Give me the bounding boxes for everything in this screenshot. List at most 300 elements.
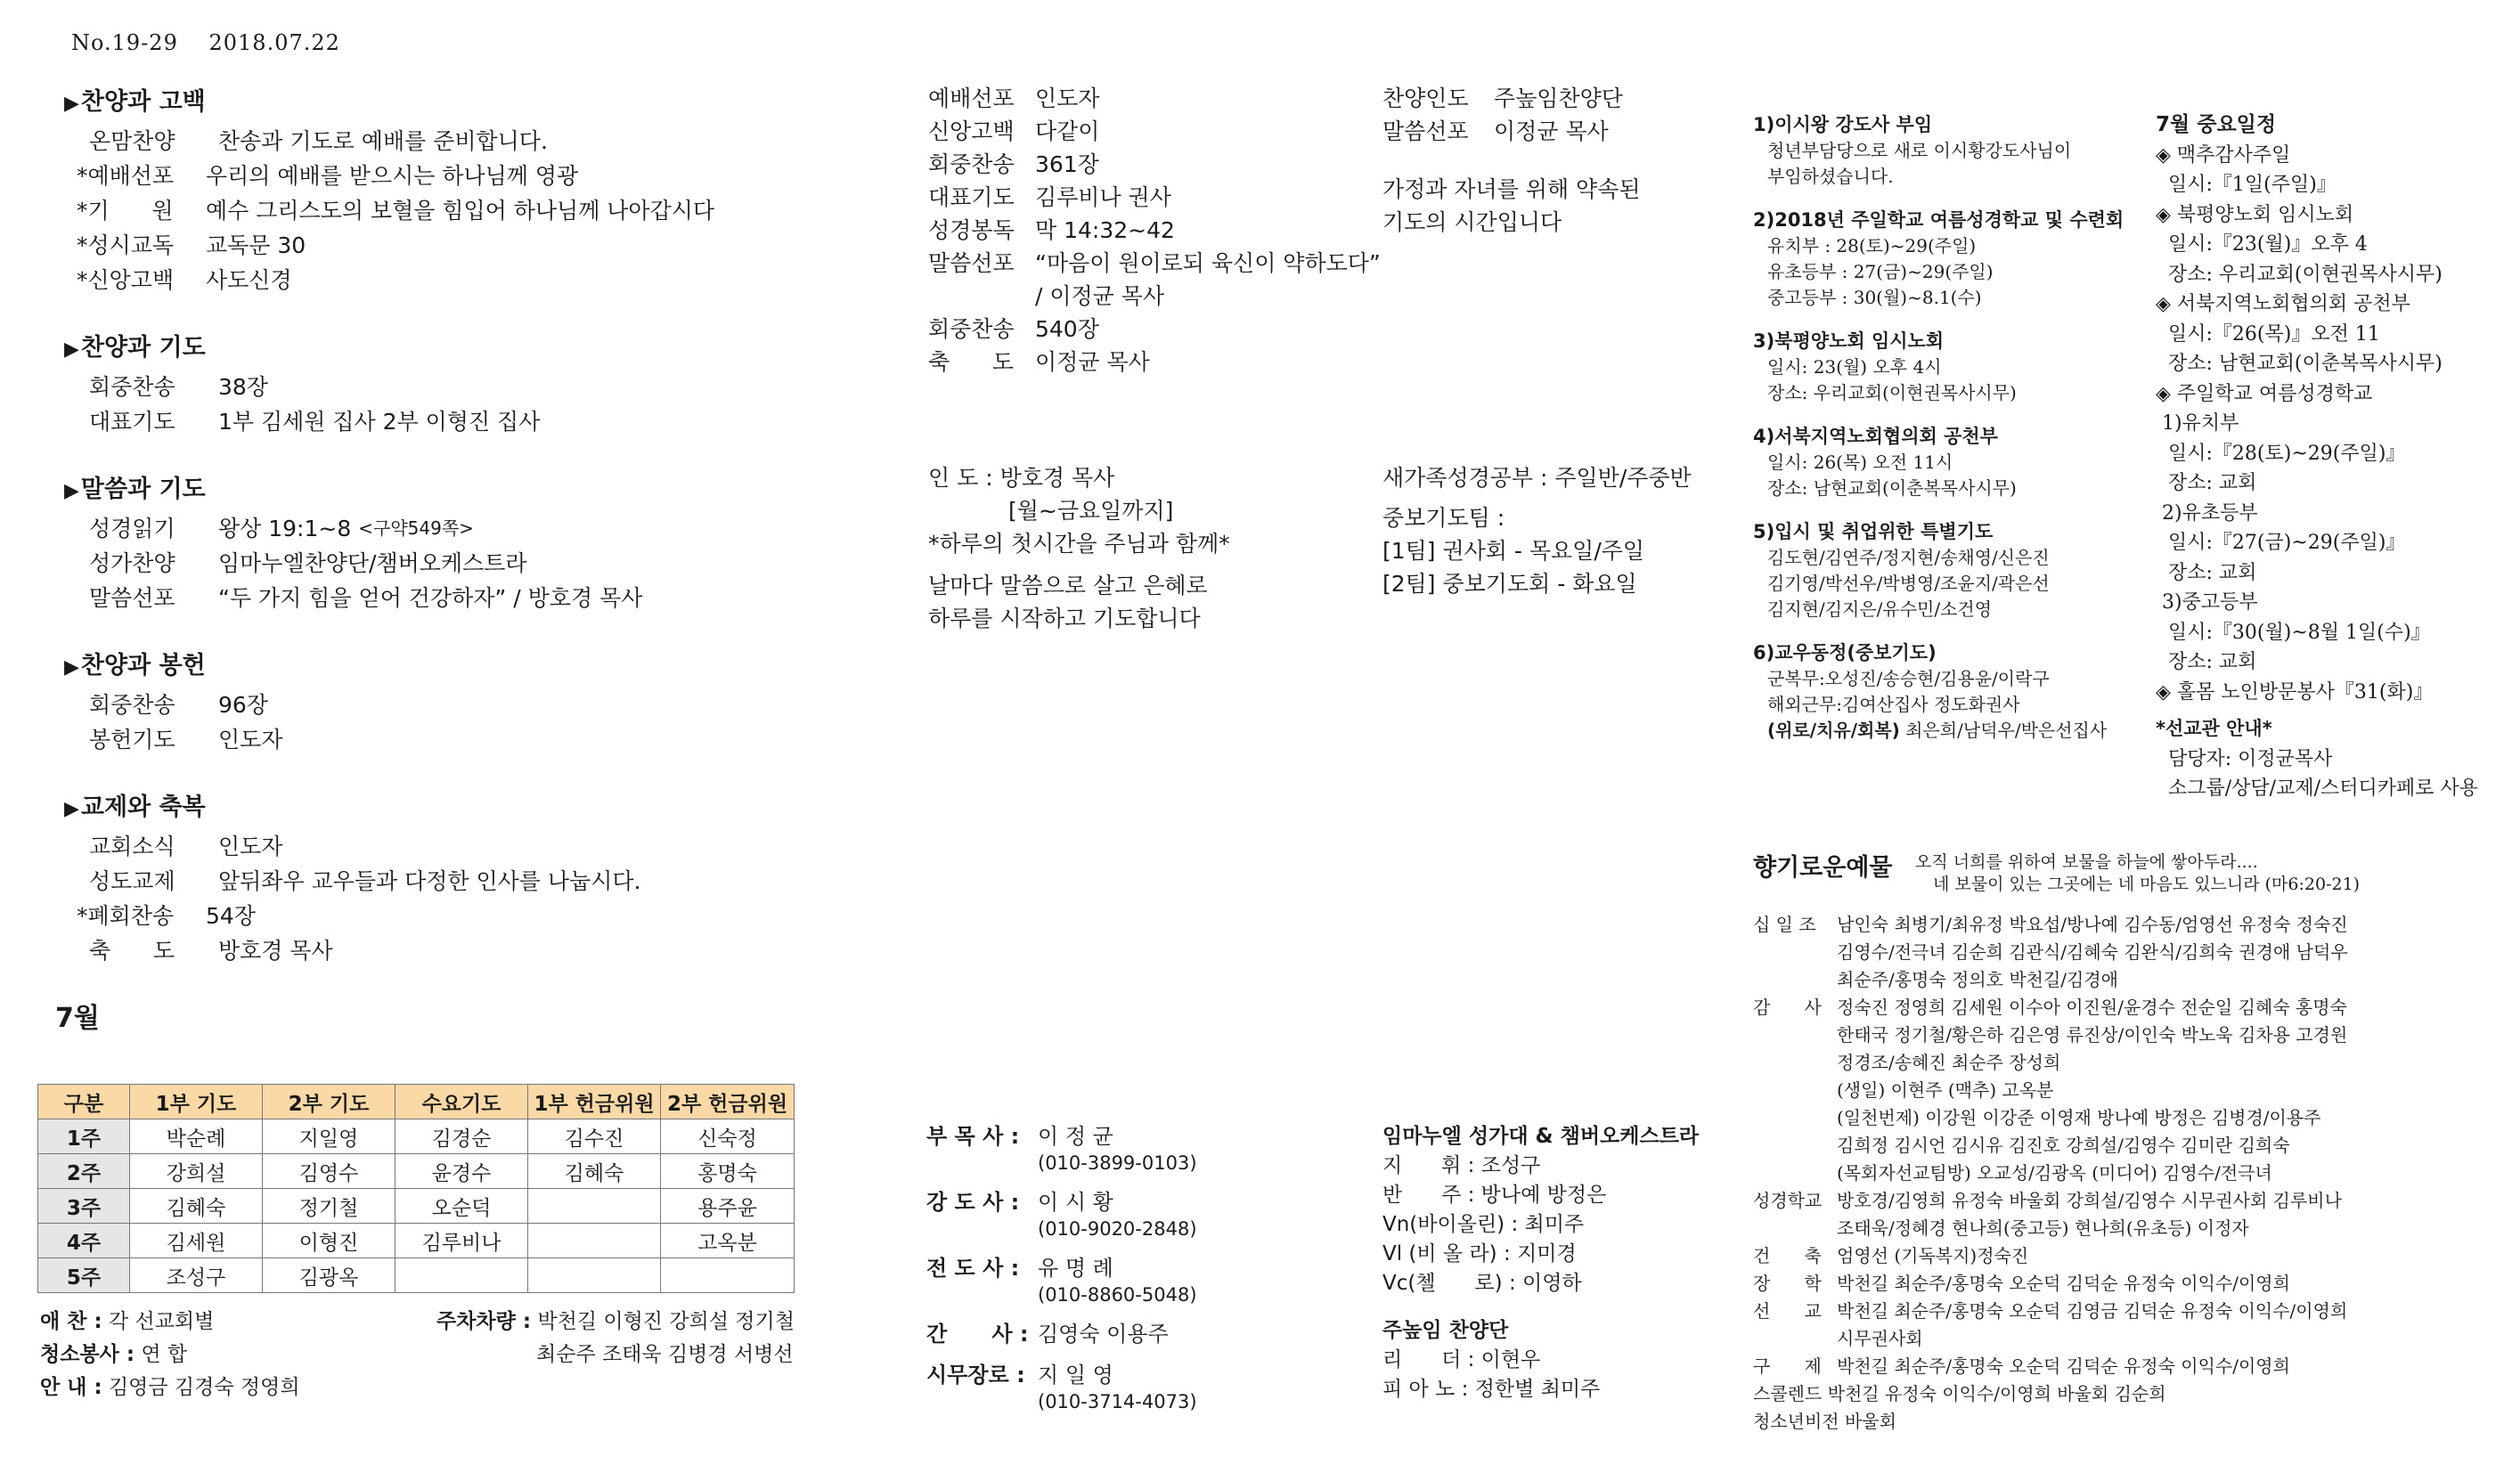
order-item-value: 왕상 19:1~8 <box>218 516 352 541</box>
evening-item-label: 회중찬송 <box>928 151 1015 177</box>
order-item-value: 인도자 <box>218 834 283 859</box>
announcement-title: 5)입시 및 취업위한 특별기도 <box>1753 521 1994 542</box>
triangle-icon: ▶ <box>64 798 79 820</box>
evening-item-value: 이정균 목사 <box>1035 349 1150 375</box>
staff-entry <box>926 1361 1197 1414</box>
bible-study <box>1382 461 1692 600</box>
evening-service <box>928 82 1381 378</box>
offering-line <box>1753 911 2348 939</box>
announcement <box>1753 329 2124 406</box>
staff-label: 강 도 사 : <box>926 1190 1020 1215</box>
order-item <box>64 263 884 297</box>
choir-line: 지 휘 : 조성구 <box>1382 1154 1541 1177</box>
section-title <box>64 787 884 822</box>
order-item <box>64 688 884 722</box>
offering-names: 최순주/홍명숙 정의호 박천길/김경애 <box>1837 969 2118 990</box>
offering-names: (생일) 이현주 (맥추) 고옥분 <box>1837 1079 2054 1101</box>
order-item-label: 회중찬송 <box>89 374 175 400</box>
schedule-line: ◈ 북평양노회 임시노회 <box>2156 203 2354 226</box>
section-title <box>64 646 884 680</box>
cleaning-label: 청소봉사 : <box>40 1343 135 1366</box>
july-schedule <box>2156 110 2478 804</box>
evening-item-value: 김루비나 권사 <box>1035 184 1171 210</box>
order-item-value: 38장 <box>218 374 268 400</box>
staff-label: 전 도 사 : <box>926 1256 1020 1281</box>
evening-item <box>928 214 1381 247</box>
evening-item-value: “마음이 원이로되 육신이 약하도다” <box>1035 250 1381 276</box>
order-item <box>64 864 884 899</box>
intercession-team2: [2팀] 중보기도회 - 화요일 <box>1382 571 1637 597</box>
triangle-icon: ▶ <box>64 656 79 679</box>
order-item-label: 성도교제 <box>89 868 175 894</box>
order-item-value: 찬송과 기도로 예배를 준비합니다. <box>218 128 548 154</box>
offering-line <box>1753 939 2348 966</box>
issue-date: 2018.07.22 <box>208 30 340 55</box>
offering-category: 성경학교 <box>1753 1190 1823 1211</box>
order-item <box>64 159 884 193</box>
duty-cell: 오순덕 <box>396 1189 528 1224</box>
dawn-days: [월~금요일까지] <box>1008 498 1174 524</box>
order-section <box>64 646 884 757</box>
staff-name: 지 일 영 <box>1038 1363 1113 1388</box>
announcement-line: 청년부담당으로 새로 이시황강도사님이 <box>1767 140 2072 161</box>
duty-week-cell: 2주 <box>38 1154 130 1189</box>
duty-cell <box>661 1258 795 1293</box>
staff-line <box>926 1254 1197 1282</box>
announcement-title: 6)교우동정(중보기도) <box>1753 642 1937 663</box>
praise-leader-value: 주높임찬양단 <box>1494 85 1623 111</box>
praise-team-line: 피 아 노 : 정한별 최미주 <box>1382 1378 1601 1401</box>
schedule-line: 일시:『27(금)~29(주일)』 <box>2156 532 2406 554</box>
duty-row <box>38 1258 795 1293</box>
evening-item-value: 540장 <box>1035 316 1099 342</box>
section-title-text: 찬양과 기도 <box>80 334 206 362</box>
family-line2: 기도의 시간입니다 <box>1382 209 1562 235</box>
staff-phone: (010-3714-4073) <box>1038 1391 1197 1412</box>
duty-week-cell: 1주 <box>38 1119 130 1154</box>
guide-label: 안 내 : <box>40 1376 102 1399</box>
offering-names: 한태국 정기철/황은하 김은영 류진상/이인숙 박노욱 김차용 고경원 <box>1837 1024 2348 1046</box>
evening-item-value: / 이정균 목사 <box>1035 283 1165 309</box>
staff-label: 시무장로 : <box>926 1363 1025 1388</box>
offering-category: 선 교 <box>1753 1300 1822 1322</box>
announcement-rest: 최은희/남덕우/박은선집사 <box>1899 720 2108 741</box>
verse-line1: 오직 너희를 위하여 보물을 하늘에 쌓아두라.... <box>1915 852 2258 872</box>
duty-cell <box>528 1224 661 1258</box>
staff-label: 간 사 : <box>926 1322 1029 1347</box>
offering-line <box>1753 1270 2348 1298</box>
choir-title: 임마누엘 성가대 & 챔버오케스트라 <box>1382 1125 1700 1148</box>
offering-line <box>1753 1215 2348 1242</box>
offering-names: 엄영선 (기독복지)정숙진 <box>1837 1245 2029 1266</box>
praise-leader-label: 찬양인도 <box>1382 85 1469 111</box>
evening-item-label: 성경봉독 <box>928 217 1015 243</box>
offering-names: 조태욱/정혜경 현나희(중고등) 현나희(유초등) 이정자 <box>1837 1217 2249 1239</box>
offering-line <box>1753 1104 2348 1132</box>
staff-list <box>926 1122 1197 1427</box>
evening-item <box>928 313 1381 346</box>
section-title-text: 찬양과 봉헌 <box>80 652 206 680</box>
order-item-value: 교독문 30 <box>206 232 306 258</box>
offering-line <box>1753 1132 2348 1160</box>
section-title <box>64 328 884 362</box>
offering-names: (일천번제) 이강원 이강준 이영재 방나예 방정은 김병경/이용주 <box>1837 1107 2321 1128</box>
offering-names: 정숙진 정영희 김세원 이수아 이진원/윤경수 전순일 김혜숙 홍명숙 <box>1837 997 2347 1018</box>
worship-label: 애 찬 : <box>40 1310 102 1333</box>
order-item <box>64 933 884 968</box>
schedule-line: 일시:『1일(주일)』 <box>2156 174 2337 196</box>
schedule-line: 3)중고등부 <box>2156 591 2258 614</box>
schedule-line: 장소: 우리교회(이현권목사시무) <box>2156 263 2443 286</box>
order-item <box>64 511 884 546</box>
duty-cell <box>528 1189 661 1224</box>
schedule-line: 장소: 교회 <box>2156 651 2257 673</box>
intercession-title: 중보기도팀 : <box>1382 505 1505 531</box>
offering-names: (목회자선교팀방) 오교성/김광옥 (미디어) 김영수/전극녀 <box>1837 1162 2272 1184</box>
evening-item <box>928 346 1381 378</box>
issue-number: No.19-29 <box>71 30 178 55</box>
mission-line: 담당자: 이정균목사 <box>2168 747 2333 770</box>
offering-line <box>1753 1298 2348 1325</box>
offering-line <box>1753 966 2348 994</box>
staff-line <box>926 1122 1197 1151</box>
staff-line <box>926 1188 1197 1217</box>
offering-verse <box>1915 851 2360 896</box>
worship-value: 각 선교회별 <box>108 1310 215 1333</box>
offering-names: 시무권사회 <box>1837 1328 1923 1349</box>
duty-header-cell: 수요기도 <box>396 1085 528 1119</box>
evening-item-value: 361장 <box>1035 151 1099 177</box>
order-item-label: 성가찬양 <box>89 550 175 576</box>
dawn-leader: 인 도 : 방호경 목사 <box>928 465 1115 491</box>
duty-header-cell: 2부 기도 <box>263 1085 396 1119</box>
order-item-note: <구약549쪽> <box>358 517 474 539</box>
evening-item-label: 예배선포 <box>928 85 1015 111</box>
evening-item-label: 말씀선포 <box>928 250 1015 276</box>
evening-item-value: 인도자 <box>1035 85 1100 111</box>
announcement-title: 2)2018년 주일학교 여름성경학교 및 수련회 <box>1753 209 2124 231</box>
praise-team-line: 리 더 : 이현우 <box>1382 1348 1541 1371</box>
order-section <box>64 469 884 615</box>
schedule-line: 장소: 남현교회(이춘복목사시무) <box>2156 353 2443 375</box>
order-item-label: *기 원 <box>77 198 174 224</box>
section-title-text: 말씀과 기도 <box>80 476 206 503</box>
announcement-title: 4)서북지역노회협의회 공천부 <box>1753 426 1998 447</box>
choir-line: Vl (비 올 라) : 지미경 <box>1382 1242 1577 1265</box>
duty-row <box>38 1189 795 1224</box>
schedule-line: 장소: 교회 <box>2156 472 2257 494</box>
offering-title: 향기로운예물 <box>1753 854 1893 882</box>
choir-line: Vc(첼 로) : 이영하 <box>1382 1272 1582 1295</box>
schedule-line: ◈ 서북지역노회협의회 공천부 <box>2156 293 2410 315</box>
order-item <box>64 581 884 615</box>
order-item-value: 예수 그리스도의 보혈을 힘입어 하나님께 나아갑시다 <box>206 198 715 224</box>
dawn-line3: 하루를 시작하고 기도합니다 <box>928 606 1201 631</box>
staff-phone: (010-9020-2848) <box>1038 1218 1197 1240</box>
order-item-value: 1부 김세원 집사 2부 이형진 집사 <box>218 409 541 435</box>
section-title-text: 찬양과 고백 <box>80 88 206 116</box>
duty-cell: 이형진 <box>263 1224 396 1258</box>
duty-cell: 신숙정 <box>661 1119 795 1154</box>
duty-header-cell: 1부 기도 <box>130 1085 263 1119</box>
duty-header-cell: 2부 헌금위원 <box>661 1085 795 1119</box>
dawn-line2: 날마다 말씀으로 살고 은혜로 <box>928 573 1208 598</box>
schedule-line: 일시:『30(월)~8월 1일(수)』 <box>2156 621 2431 644</box>
order-item-value: 96장 <box>218 692 268 718</box>
announcement-line: 일시: 23(월) 오후 4시 <box>1767 356 1942 378</box>
triangle-icon: ▶ <box>64 93 79 115</box>
duty-row <box>38 1224 795 1258</box>
schedule-line: 일시:『23(월)』오후 4 <box>2156 233 2368 256</box>
service-footer <box>40 1306 300 1404</box>
duty-table <box>37 1084 795 1293</box>
order-section <box>64 787 884 968</box>
order-item-label: 온맘찬양 <box>89 128 175 154</box>
duty-cell: 정기철 <box>263 1189 396 1224</box>
parking-line2: 최순주 조태욱 김병경 서병선 <box>536 1343 794 1366</box>
section-title <box>64 82 884 117</box>
duty-cell: 김수진 <box>528 1119 661 1154</box>
duty-cell: 김세원 <box>130 1224 263 1258</box>
afternoon-service <box>1382 82 1641 239</box>
order-item-label: 말씀선포 <box>89 585 175 611</box>
offering-line <box>1753 1021 2348 1049</box>
mission-line: 소그룹/상담/교제/스터디카페로 사용 <box>2168 777 2479 800</box>
offering-line <box>1753 1049 2348 1077</box>
announcement-line: 유치부 : 28(토)~29(주일) <box>1767 235 1977 256</box>
evening-item-label: 회중찬송 <box>928 316 1015 342</box>
order-item <box>64 829 884 864</box>
announcement-line: 김도현/김연주/정지현/송채영/신은진 <box>1767 547 2050 568</box>
duty-week-cell: 5주 <box>38 1258 130 1293</box>
choir-line: 반 주 : 방나예 방정은 <box>1382 1184 1607 1207</box>
family-line1: 가정과 자녀를 위해 약속된 <box>1382 176 1641 202</box>
evening-item-label: 축 도 <box>928 349 1014 375</box>
duty-row <box>38 1119 795 1154</box>
announcement-bold: (위로/치유/회복) <box>1767 720 1900 741</box>
staff-entry <box>926 1188 1197 1241</box>
schedule-title: 7월 중요일정 <box>2156 113 2277 136</box>
duty-cell: 김경순 <box>396 1119 528 1154</box>
offering-line <box>1753 1380 2348 1408</box>
duty-cell: 박순례 <box>130 1119 263 1154</box>
staff-label: 부 목 사 : <box>926 1124 1020 1149</box>
order-item-value: 사도신경 <box>206 267 292 293</box>
order-item <box>64 193 884 228</box>
offering-category: 구 제 <box>1753 1355 1822 1377</box>
schedule-line: 일시:『26(목)』오전 11 <box>2156 322 2380 346</box>
offering-line <box>1753 1077 2348 1104</box>
order-item-label: *폐회찬송 <box>77 903 175 929</box>
staff-name: 이 시 황 <box>1038 1190 1113 1215</box>
announcement <box>1753 208 2124 311</box>
offering-names: 김영수/전극녀 김순희 김관식/김혜숙 김완식/김희숙 권경애 남덕우 <box>1837 941 2348 963</box>
schedule-line: ◈ 주일학교 여름성경학교 <box>2156 382 2373 405</box>
offering-line <box>1753 1353 2348 1380</box>
intercession-team1: [1팀] 권사회 - 목요일/주일 <box>1382 538 1645 564</box>
verse-line2: 네 보물이 있는 그곳에는 네 마음도 있느니라 (마6:20-21) <box>1933 875 2361 894</box>
duty-cell: 김혜숙 <box>130 1189 263 1224</box>
order-item <box>64 124 884 159</box>
announcement-line: 해외근무:김여산집사 정도화권사 <box>1767 694 2020 715</box>
staff-entry <box>926 1320 1197 1348</box>
offering-list <box>1753 911 2348 1436</box>
evening-item <box>928 247 1381 280</box>
duty-cell: 강희설 <box>130 1154 263 1189</box>
praise-word-value: 이정균 목사 <box>1494 118 1609 144</box>
order-item-label: 축 도 <box>89 938 175 964</box>
parking-line1: 박천길 이형진 강희설 정기철 <box>537 1310 795 1333</box>
staff-line <box>926 1320 1197 1348</box>
order-section <box>64 328 884 439</box>
triangle-icon: ▶ <box>64 480 79 502</box>
announcements <box>1753 112 2124 761</box>
duty-cell: 김루비나 <box>396 1224 528 1258</box>
offering-names: 김희정 김시언 김시유 김진호 강희설/김영수 김미란 김희숙 <box>1837 1135 2290 1156</box>
order-item <box>64 546 884 581</box>
offering-names: 방호경/김영희 유정숙 바울회 강희설/김영수 시무권사회 김루비나 <box>1837 1190 2342 1211</box>
duty-cell: 김광옥 <box>263 1258 396 1293</box>
order-item-label: 대표기도 <box>89 409 175 435</box>
choir-block <box>1382 1122 1699 1404</box>
duty-table-header <box>38 1085 795 1119</box>
order-item-label: 성경읽기 <box>89 516 175 541</box>
order-item <box>64 404 884 439</box>
bulletin-header <box>71 30 363 55</box>
order-item-value: 우리의 예배를 받으시는 하나님께 영광 <box>206 163 579 189</box>
announcement-line: 군복무:오성진/송승현/김용윤/이락구 <box>1767 668 2050 689</box>
order-item <box>64 228 884 263</box>
announcement-line: 장소: 남현교회(이춘복목사시무) <box>1767 477 2017 499</box>
duty-cell <box>396 1258 528 1293</box>
duty-cell: 고옥분 <box>661 1224 795 1258</box>
evening-item <box>928 181 1381 214</box>
staff-entry <box>926 1254 1197 1307</box>
month-label: 7월 <box>55 1003 100 1034</box>
announcement-title: 3)북평양노회 임시노회 <box>1753 330 1945 352</box>
order-section <box>64 82 884 297</box>
staff-line <box>926 1361 1197 1389</box>
order-item-label: *예배선포 <box>77 163 175 189</box>
evening-item <box>928 115 1381 148</box>
duty-week-cell: 3주 <box>38 1189 130 1224</box>
announcement-line: 김기영/박선우/박병영/조윤지/곽은선 <box>1767 573 2050 594</box>
order-item <box>64 722 884 757</box>
offering-names: 남인숙 최병기/최유정 박요섭/방나예 김수동/엄영선 유정숙 정숙진 <box>1837 914 2348 935</box>
offering-names: 정경조/송혜진 최순주 장성희 <box>1837 1052 2061 1073</box>
order-of-worship <box>64 82 884 998</box>
evening-item-value: 막 14:32~42 <box>1035 217 1175 243</box>
section-title <box>64 469 884 504</box>
bible-study-line: 새가족성경공부 : 주일반/주중반 <box>1382 465 1692 491</box>
evening-item-value: 다같이 <box>1035 118 1100 144</box>
order-item-label: 회중찬송 <box>89 692 175 718</box>
praise-word-label: 말씀선포 <box>1382 118 1469 144</box>
offering-names: 박천길 최순주/홍명숙 오순덕 김덕순 유정숙 이익수/이영희 <box>1837 1273 2290 1294</box>
mission-title: *선교관 안내* <box>2156 718 2272 739</box>
staff-phone: (010-8860-5048) <box>1038 1284 1197 1306</box>
duty-cell: 조성구 <box>130 1258 263 1293</box>
staff-name: 유 명 례 <box>1038 1256 1113 1281</box>
evening-item <box>928 280 1381 313</box>
schedule-line: ◈ 맥추감사주일 <box>2156 143 2291 167</box>
offering-names: 스콜렌드 박천길 유정숙 이익수/이영희 바울회 김순희 <box>1753 1383 2166 1404</box>
offering-names: 박천길 최순주/홍명숙 오순덕 김영금 김덕순 유정숙 이익수/이영희 <box>1837 1300 2348 1322</box>
announcement-line: 김지현/김지은/유수민/소건영 <box>1767 598 1993 620</box>
choir-line: Vn(바이올린) : 최미주 <box>1382 1213 1585 1236</box>
duty-week-cell: 4주 <box>38 1224 130 1258</box>
cleaning-value: 연 합 <box>141 1343 188 1366</box>
praise-team-title: 주높임 찬양단 <box>1382 1319 1509 1342</box>
evening-item-label: 대표기도 <box>928 184 1015 210</box>
announcement-title: 1)이시왕 강도사 부임 <box>1753 114 1933 135</box>
duty-cell: 김혜숙 <box>528 1154 661 1189</box>
offering-line <box>1753 994 2348 1021</box>
offering-category: 건 축 <box>1753 1245 1822 1266</box>
offering-line <box>1753 1325 2348 1353</box>
offering-category: 감 사 <box>1753 997 1822 1018</box>
staff-phone: (010-3899-0103) <box>1038 1152 1197 1174</box>
dawn-prayer <box>928 461 1230 635</box>
evening-item <box>928 148 1381 181</box>
announcement-line: 유초등부 : 27(금)~29(주일) <box>1767 261 1994 282</box>
announcement-line: 부임하셨습니다. <box>1767 166 1894 187</box>
order-item-value: 인도자 <box>218 727 283 753</box>
triangle-icon: ▶ <box>64 338 79 361</box>
duty-cell: 홍명숙 <box>661 1154 795 1189</box>
order-item-label: *성시교독 <box>77 232 175 258</box>
offering-category: 장 학 <box>1753 1273 1822 1294</box>
order-item-label: 봉헌기도 <box>89 727 175 753</box>
duty-cell: 김영수 <box>263 1154 396 1189</box>
parking-label: 주차차량 : <box>436 1310 532 1333</box>
schedule-line: 장소: 교회 <box>2156 561 2257 584</box>
order-item-value: 앞뒤좌우 교우들과 다정한 인사를 나눕시다. <box>218 868 641 894</box>
announcement-line <box>1753 718 2124 744</box>
offering-line <box>1753 1160 2348 1187</box>
duty-row <box>38 1154 795 1189</box>
announcement-line: 일시: 26(목) 오전 11시 <box>1767 452 1953 473</box>
staff-name: 김영숙 이용주 <box>1038 1322 1169 1347</box>
duty-cell: 윤경수 <box>396 1154 528 1189</box>
order-item-value: “두 가지 힘을 얻어 건강하자” / 방호경 목사 <box>218 585 643 611</box>
order-item <box>64 899 884 933</box>
evening-item <box>928 82 1381 115</box>
offering-line <box>1753 1408 2348 1436</box>
offering-header <box>1753 848 1893 883</box>
duty-cell <box>528 1258 661 1293</box>
announcement <box>1753 112 2124 190</box>
duty-header-cell: 구분 <box>38 1085 130 1119</box>
schedule-line: 일시:『28(토)~29(주일)』 <box>2156 442 2406 465</box>
announcement <box>1753 424 2124 501</box>
parking-block <box>436 1306 795 1371</box>
staff-name: 이 정 균 <box>1038 1124 1113 1149</box>
staff-entry <box>926 1122 1197 1176</box>
schedule-line: 1)유치부 <box>2156 412 2239 435</box>
duty-header-cell: 1부 헌금위원 <box>528 1085 661 1119</box>
offering-line <box>1753 1187 2348 1215</box>
order-item-value: 방호경 목사 <box>218 938 333 964</box>
order-item-value: 54장 <box>206 903 256 929</box>
order-item <box>64 370 884 404</box>
evening-item-label: 신앙고백 <box>928 118 1015 144</box>
duty-cell: 용주윤 <box>661 1189 795 1224</box>
announcement <box>1753 519 2124 623</box>
dawn-line1: *하루의 첫시간을 주님과 함께* <box>928 531 1230 557</box>
duty-table-wrap <box>37 1084 795 1293</box>
order-item-label: 교회소식 <box>89 834 175 859</box>
